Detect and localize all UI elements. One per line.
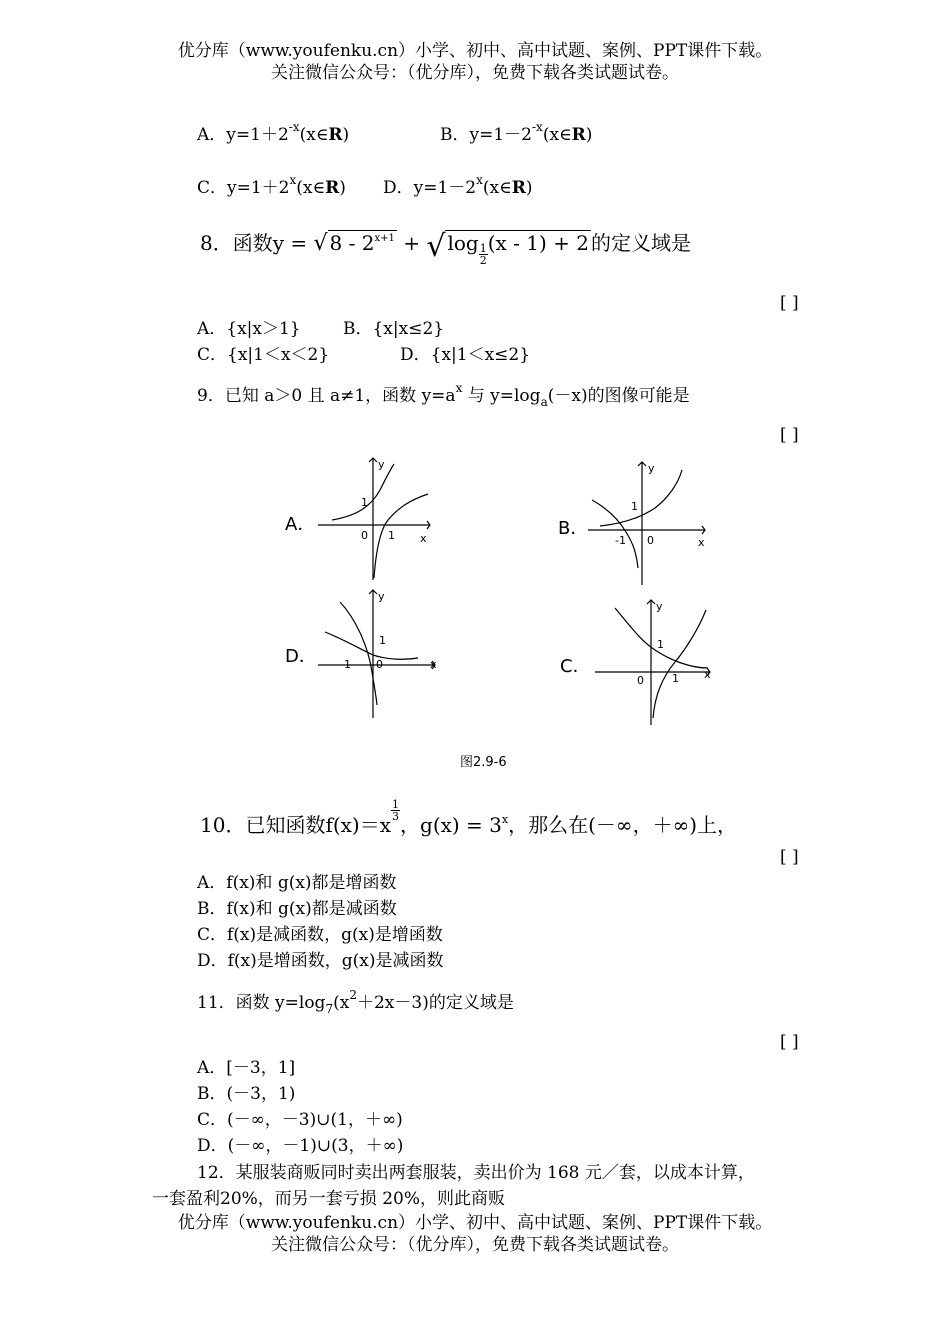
panel-d-x: x — [430, 658, 437, 671]
q8-option-c: C．{x|1＜x＜2} — [197, 345, 330, 365]
q9-question: 9．已知 a＞0 且 a≠1，函数 $y=a^x$ 与 $y=\log_a(-x)$的图像可能是 — [197, 381, 690, 409]
graph-panel-b — [588, 462, 705, 585]
panel-b-y: y — [648, 462, 655, 475]
panel-a-one-y: 1 — [361, 496, 368, 509]
panel-c-one-y: 1 — [657, 638, 664, 651]
header-line-2: 关注微信公众号：（优分库），免费下载各类试题试卷。 — [271, 63, 679, 83]
panel-d-one-y: 1 — [379, 634, 386, 647]
q7-option-d: D．$y=1-2^x(x\in R)$ — [383, 173, 533, 198]
q10-question: 10．已知函数f(x)＝x $\frac{1}{3}$ ，$g(x) = 3^x$，那么在(－∞，＋∞)上， — [200, 798, 738, 837]
panel-b-origin: 0 — [647, 534, 654, 547]
q10-option-a: A．f(x)和 g(x)都是增函数 — [197, 873, 397, 893]
panel-a-x: x — [420, 532, 427, 545]
q8-option-b: B．{x|x≤2} — [343, 319, 445, 339]
panel-c-label: C． — [560, 656, 591, 677]
panel-b-label: B． — [558, 518, 589, 539]
panel-a-one-x: 1 — [388, 529, 395, 542]
header-line-1: 优分库（www.youfenku.cn）小学、初中、高中试题、案例、PPT课件下载。 — [177, 41, 773, 61]
q7-option-c: C．$y=1+2^x(x\in R)$ — [197, 173, 346, 198]
q8-option-a: A．{x|x＞1} — [197, 319, 301, 339]
panel-d-origin: 0 — [376, 658, 383, 671]
panel-b-x: x — [698, 536, 705, 549]
panel-c-one-x: 1 — [672, 672, 679, 685]
q8-question: 8．函数y = √ $8 - 2^{x+1}$ + √ log $\frac{1}{2}$ (x - 1) + 2 的定义域是 — [200, 229, 691, 267]
graph-panel-a — [318, 458, 430, 580]
q7-option-b: B．$y=1-2^{-x}(x\in R)$ — [440, 120, 593, 145]
panel-c-x: x — [704, 668, 711, 681]
q8-option-d: D．{x|1＜x≤2} — [400, 345, 531, 365]
q11-answer-bracket: [ ] — [780, 1032, 799, 1052]
footer-line-2: 关注微信公众号：（优分库），免费下载各类试题试卷。 — [271, 1235, 679, 1255]
figure-caption: 图2.9-6 — [460, 755, 507, 770]
q7-option-a: A．$y=1+2^{-x}(x\in R)$ — [197, 120, 350, 145]
panel-c-y: y — [656, 600, 663, 613]
q11-option-a: A．[－3，1] — [197, 1058, 296, 1078]
q12-line-2: 一套盈利20%，而另一套亏损 20%，则此商贩 — [152, 1189, 505, 1209]
graph-panel-d — [318, 590, 435, 718]
panel-d-label: D． — [285, 646, 317, 667]
q10-answer-bracket: [ ] — [780, 847, 799, 867]
panel-a-origin: 0 — [361, 529, 368, 542]
panel-d-y: y — [378, 590, 385, 603]
panel-c-origin: 0 — [637, 674, 644, 687]
panel-d-neg-one: -1 — [340, 658, 351, 671]
panel-a-y: y — [378, 458, 385, 471]
q10-option-b: B．f(x)和 g(x)都是减函数 — [197, 899, 397, 919]
q10-option-d: D．f(x)是增函数，g(x)是减函数 — [197, 951, 444, 971]
q9-figure — [270, 450, 730, 780]
graph-panel-c — [595, 600, 710, 725]
q10-option-c: C．f(x)是减函数，g(x)是增函数 — [197, 925, 443, 945]
q11-option-c: C．(－∞，－3)∪(1，＋∞) — [197, 1110, 403, 1130]
q8-answer-bracket: [ ] — [780, 293, 799, 313]
q11-question: 11．函数 $y=\log_7(x^2+2x-3)$的定义域是 — [197, 988, 514, 1016]
panel-b-neg-one: -1 — [615, 534, 626, 547]
panel-b-one-y: 1 — [631, 500, 638, 513]
panel-a-label: A． — [285, 514, 316, 535]
q9-answer-bracket: [ ] — [780, 425, 799, 445]
footer-line-1: 优分库（www.youfenku.cn）小学、初中、高中试题、案例、PPT课件下载。 — [177, 1213, 773, 1233]
q12-line-1: 12．某服装商贩同时卖出两套服装，卖出价为 168 元／套，以成本计算， — [197, 1163, 755, 1183]
q11-option-d: D．(－∞，－1)∪(3，＋∞) — [197, 1136, 404, 1156]
q11-option-b: B．(－3，1) — [197, 1084, 296, 1104]
